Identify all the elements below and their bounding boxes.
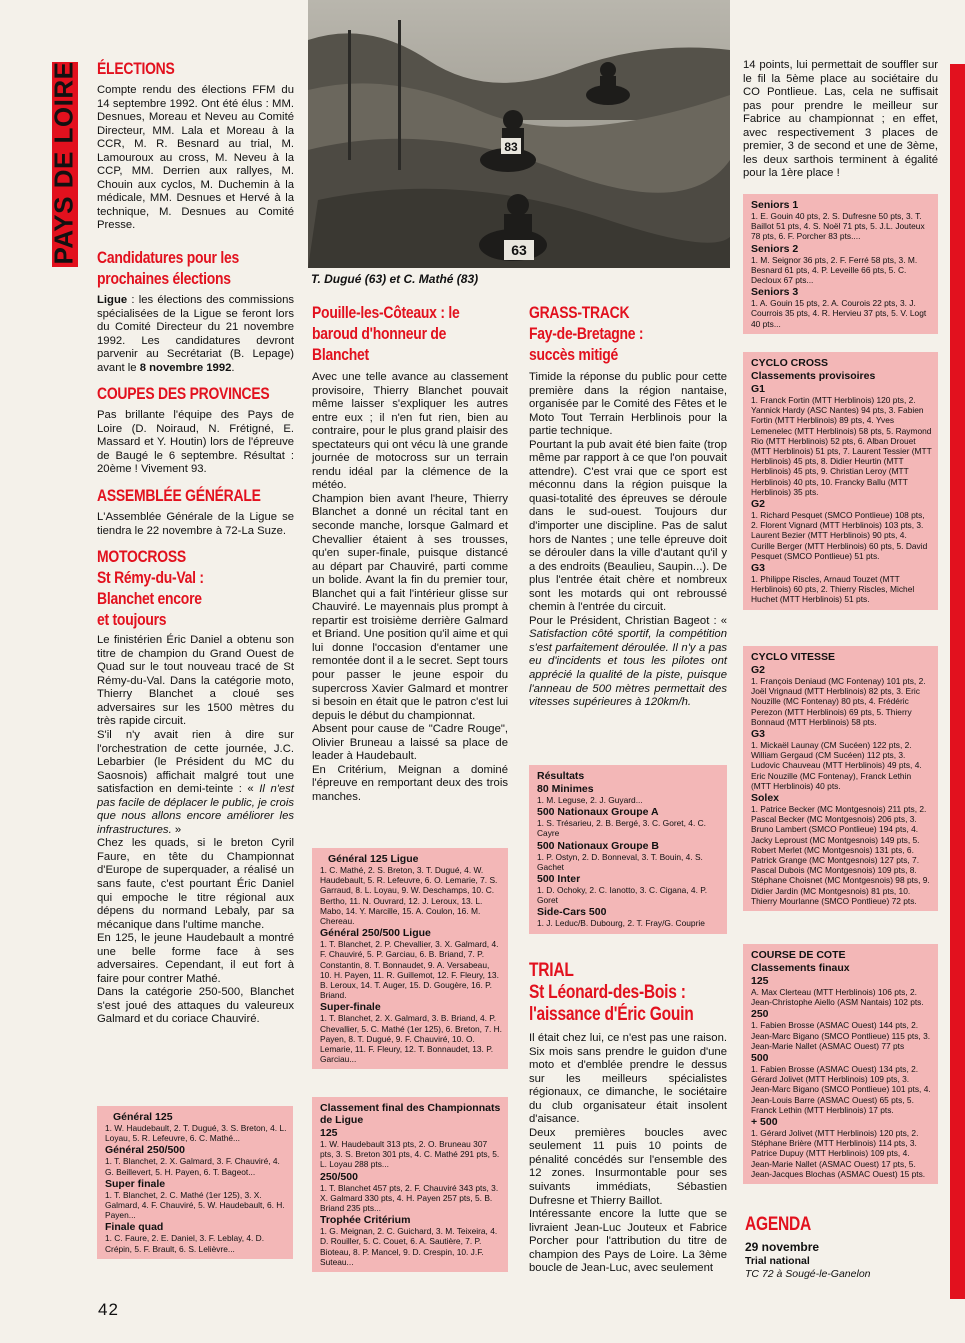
column-1 [97,58,294,1027]
result-text: 1. W. Haudebault, 2. T. Dugué, 3. S. Breton, 4. L. Loyau, 5. R. Lefeuvre, 6. C. Mathé... [105,1123,287,1144]
result-heading: Général 125 Ligue [328,853,419,865]
pouille-paragraph-3: Absent pour cause de "Cadre Rouge", Olivier Bruneau a laissé sa place de leader à Haudebault. [312,723,508,763]
motocross-paragraph-1: Le finistérien Éric Daniel a obtenu son titre de champion du Grand Ouest de Quad sur le tout nouveau tracé de St Rémy-du-Val. Dans la catégorie moto, Thierry Blanchet a cloué ses adversaires sur les 1500 mètres du très rapide circuit. [97,634,294,728]
trial-paragraph-2: Deux premières boucles avec seulement 11 puis 10 points de pénalité concédés sur l'ensemble des 12 zones. Insurmontable pour ses suivants immédiats, Sébastien Dufresne et Thierry Baillot. [529,1126,727,1207]
motocross-heading-line1: MOTOCROSS [97,547,186,567]
candidatures-heading-line1: Candidatures pour les [97,248,240,268]
motocross-paragraph-5: Dans la catégorie 250-500, Blanchet s'est joué des attaques du valeureux Galmard et du coriace Chauviré. [97,986,294,1026]
result-heading: Super-finale [320,1001,381,1014]
results-box-championnat [312,1097,508,1272]
coupes-body: Pas brillante l'équipe des Pays de Loire (D. Noiraud, N. Frétigné, E. Massard et Y. Houtin) lors de l'épreuve de Baugé le 6 septembre. Résultat : 20ème ! Vivement 93. [97,409,294,476]
trial-article [529,960,727,1276]
result-heading: 80 Minimes [537,783,594,795]
result-heading: Side-Cars 500 [537,906,607,919]
pouille-heading-line1: Pouille-les-Côteaux : le [312,303,460,322]
right-red-band [950,64,965,1299]
pouille-paragraph-1: Avec une telle avance au classement provisoire, Thierry Blanchet pouvait même laisser s'expliquer les autres entre eux ; il n'en fut rien, bien au contraire, pour le plus grand plaisir des spectateurs qui ont vécu là une grande journée de motocross sur un terrain rendu idéal par la clémence de la météo. [312,371,508,492]
trial-heading-line3: l'aissance d'Éric Gouin [529,1004,694,1025]
results-box-grasstrack [529,765,727,934]
agenda-place: TC 72 à Sougé-le-Ganelon [745,1268,871,1280]
result-text: 1. Fabien Brosse (ASMAC Ouest) 144 pts, 2. Jean-Marc Bigano (SMCO Pontlieue) 115 pts, 3. Jean-Marie Nallet (ASMAC Ouest) 77 pts [751,1020,931,1051]
motocross-heading-line2: St Rémy-du-Val : [97,568,204,588]
trial-heading-line2: St Léonard-des-Bois : [529,982,686,1003]
result-heading: 500 [751,1052,769,1065]
result-heading: G2 [751,498,766,511]
agenda [745,1214,940,1281]
result-heading: Classements finaux [751,962,850,974]
result-heading: 250 [751,1008,769,1021]
trial-paragraph-3: Intéressante encore la lutte que se livraient Jean-Luc Jouteux et Fabrice Porcher pour l'attribution du titre de champion des Pays de Loire. La 3ème boucle de Jean-Luc, avec seulement [529,1208,727,1275]
elections-heading: ÉLECTIONS [97,59,175,78]
motocross-heading-line4: et toujours [97,610,167,630]
motocross-heading-line3: Blanchet encore [97,589,202,609]
grasstrack-paragraph-3: Pour le Président, Christian Bageot : « Satisfaction côté sportif, la compétition s'est parfaitement déroulée. Il n'y a pas eu d'incidents et tous les pilotes ont apprécié la qualité de la piste, puisque l'anneau de 500 mètres permettait des vitesses supérieures à 120km/h. [529,614,727,709]
result-text: 1. P. Ostyn, 2. D. Bonneval, 3. T. Bouin, 4. S. Gachet [537,851,703,872]
result-text: 1. J. Leduc/B. Dubourg, 2. T. Fray/G. Couprie [537,918,705,929]
result-heading: Classement final des Championnats de Ligue [320,1102,501,1126]
result-heading: Résultats [537,770,585,782]
rider-number-83: 83 [504,140,518,154]
results-box-st-remy [97,1106,293,1259]
result-text: 1. Gérard Jolivet (MTT Herblinois) 120 pts, 2. Stéphane Brière (MTT Herblinois) 114 pts, 3. Patrice Dupuy (MTT Herblinois) 109 pts, 4. Jean-Marie Nallet (ASMAC Ouest) 17 pts, 5. Jean-Jacques Blochas (ASMAC Ouest) 15 pts. [751,1128,926,1179]
result-heading: Seniors 3 [751,286,799,299]
pouille-heading-line2: baroud d'honneur de [312,324,447,343]
column-4 [743,59,938,181]
motocross-paragraph-4: En 125, le jeune Haudebault a montré une belle forme face à ses adversaires. Cependant, il eut fort à faire pour contrer Mathé. [97,932,294,985]
result-text: 1. A. Gouin 15 pts, 2. A. Courois 22 pts, 3. J. Courrois 35 pts, 4. R. Hervieu 37 pts, 5. V. Logt 40 pts... [751,298,927,329]
result-heading: CYCLO VITESSE [751,651,836,663]
result-heading: Super finale [105,1177,166,1190]
result-heading: 500 Nationaux Groupe A [537,806,659,819]
elections-body: Compte rendu des élections FFM du 14 septembre 1992. Ont été élus : MM. Desnues, Moreau et Neveu au Comité Directeur, MM. Lala et Moreau à la CCR, M. R. Besnard au trial, M. Lamouroux au cross, M. Neveu à la CCP, MM. Derrien aux rallyes, M. Chouin aux cyclos, M. Duchemin à la médicale, MM. Desnues et Hervé à la technique, M. Desnues au Comité Presse. [97,84,294,232]
result-heading: Général 125 [113,1111,173,1123]
result-text: 1. C. Mathé, 2. S. Breton, 3. T. Dugué, 4. W. Haudebault, 5. R. Lefeuvre, 6. O. Lemarie, 7. S. Garraud, 8. L. Loyau, 9. W. Deschamps, 10. C. Bertho, 11. N. Ouvrard, 12. J. Leroux, 13. L. Mabo, 14. Y. Marcille, 15. A. Coulon, 16. M. Chereau. [320,865,498,927]
results-box-cyclo-vitesse [743,646,938,911]
result-heading: + 500 [751,1116,778,1129]
result-heading: 500 Nationaux Groupe B [537,839,659,852]
result-text: 1. S. Trésarieu, 2. B. Bergé, 3. C. Goret, 4. C. Cayre [537,818,706,839]
result-text: 1. D. Ochoky, 2. C. Ianotto, 3. C. Cigana, 4. P. Goret [537,885,708,906]
coupes-heading: COUPES DES PROVINCES [97,384,270,404]
result-heading: 250/500 [320,1170,358,1183]
motocross-photo [308,0,730,268]
trial-paragraph-1: Il était chez lui, ce n'est pas une raison. Six mois sans prendre le guidon d'une moto et d'emblée prendre le dessus sur les meilleurs spécialistes régionaux, ce dimanche, le sociétaire du club organisateur était insolent d'aisance. [529,1032,727,1126]
result-heading: G3 [751,728,766,741]
result-heading: 125 [751,975,769,987]
result-text: 1. Richard Pesquet (SMCO Pontlieue) 108 pts, 2. Florent Vignard (MTT Herblinois) 103 pts, 3. Laurent Bezier (MTT Herblinois) 90 pts, 4. Curille Berger (MTT Herblinois) 60 pts, 5. David Pesquet (SMCO Pontlieue) 51 pts. [751,510,928,561]
result-text: 1. E. Gouin 40 pts, 2. S. Dufresne 50 pts, 3. T. Baillot 51 pts, 4. S. Noël 71 pts, 5. J.L. Jouteux 78 pts, 6. F. Porcher 83 pts.... [751,211,925,242]
result-heading: Seniors 2 [751,242,799,255]
results-box-trial-seniors [743,194,938,334]
agenda-heading: AGENDA [745,1214,812,1235]
grasstrack-paragraph-1: Timide la réponse du public pour cette première dans la région nantaise, organisée par le Comité des Fêtes et le Moto Tout Terrain Herblinois pour la partie technique. [529,371,727,438]
grasstrack-heading-line1: GRASS-TRACK [529,303,630,322]
rider-number-63: 63 [511,242,527,258]
photo-caption: T. Dugué (63) et C. Mathé (83) [311,272,479,286]
result-text: 1. M. Seignor 36 pts, 2. F. Ferré 58 pts, 3. M. Besnard 61 pts, 4. P. Leveille 66 pts, 5. C. Decloux 67 pts... [751,254,918,286]
result-heading: Général 250/500 Ligue [320,927,431,940]
result-heading: G1 [751,383,766,395]
trial-continued: 14 points, lui permettait de souffler sur le fil la 5ème place au sociétaire du CO Pontlieue. Las, cela ne suffisait pas pour prendre le meilleur sur Fabrice au championnat ; en effet, avec respectivement 3 places de premier, 3 de second et une de 3ème, les deux sarthois terminent à égalité pour la 1ère place ! [743,59,938,180]
page-number: 42 [98,1300,119,1319]
agenda-event: Trial national [745,1255,810,1267]
motocross-paragraph-3: Chez les quads, si le breton Cyril Faure, en tête du Championnat d'Europe de superquader, a réalisé un sans faute, c'est pourtant Éric Daniel qui empoche le titre régional aux dépens du normand Lebaly, par sa mécanique dans l'ultime manche. [97,837,294,931]
result-text: 1. W. Haudebault 313 pts, 2. O. Bruneau 307 pts, 3. S. Breton 301 pts, 4. C. Mathé 291 pts, 5. L. Loyau 288 pts... [320,1139,500,1170]
result-text: 1. M. Leguse, 2. J. Guyard... [537,795,643,805]
result-text: 1. G. Meignan, 2. C. Guichard, 3. M. Teixeira, 4. D. Rouiller, 5. C. Couet, 6. A. Sautière, 7. P. Bioteau, 8. P. Mancel, 9. D. Crespin, 10. J.F. Suteau... [320,1226,498,1267]
result-text: 1. T. Blanchet, 2. C. Mathé (1er 125), 3. X. Galmard, 4. F. Chauviré, 5. W. Haudebault, 6. H. Payen... [105,1189,285,1221]
result-text: 1. T. Blanchet 457 pts, 2. F. Chauviré 343 pts, 3. X. Galmard 330 pts, 4. H. Payen 257 pts, 5. B. Briand 235 pts... [320,1182,499,1214]
pouille-paragraph-2: Champion bien avant l'heure, Thierry Blanchet a donné un récital tant en seconde manche, lorsque Galmard et Chevallier étaient à ses trousses, qu'en super-finale, puisque distancé au départ par Chauviré, parti comme un bolide. Avant la fin du premier tour, Blanchet qui a fait l'intérieur glisse sur Chauviré. Le mayennais plus prompt à repartir est troisième derrière Galmard et Briand. Une position qu'il aime et qui lui donne l'occasion d'entamer une remontée dont il a le secret. Sept tours pour passer le jeune espoir du supercross Xavier Galmard et montrer si besoin en était que le patron c'est lui depuis le début du championnat. [312,492,508,722]
grasstrack-paragraph-2: Pourtant la pub avait été bien faite (trop même par rapport à ce que l'on pouvait attendre). C'est vrai que ce sport est méconnu dans la région puisque la quasi-totalité des épreuves se déroule dans le sud-ouest. Toujours dur d'importer une discipline. Pas de salut hors de Nantes ; une telle épreuve doit se dérouler dans la ville d'autant qu'il y a des endroits (Beaulieu, Saupin...). De plus l'entrée était chère et nombreux sont les motards qui ont rebroussé chemin à l'entrée du circuit. [529,438,727,614]
agenda-date: 29 novembre [745,1240,820,1254]
result-heading: Trophée Critérium [320,1214,411,1227]
result-heading: G3 [751,562,766,575]
results-box-cyclo-cross [743,352,938,610]
results-box-course-de-cote [743,944,938,1184]
result-heading: Finale quad [105,1221,164,1234]
result-text: 1. T. Blanchet, 2. X. Galmard, 3. B. Briand, 4. P. Chevallier, 5. C. Mathé (1er 125), 6. Breton, 7. H. Payen, 8. T. Dugué, 9. F. Chauviré, 10. O. Lemarie, 11. F. Fleury, 12. T. Bonnaudet, 13. P. Garciau... [320,1013,503,1065]
result-heading: 500 Inter [537,873,581,886]
grasstrack-heading-line2: Fay-de-Bretagne : [529,324,644,343]
result-text: 1. Philippe Riscles, Arnaud Touzet (MTT Herblinois) 60 pts, 2. Thierry Riscles, Michel Huchet (MTT Herblinois) 51 pts. [751,574,915,605]
result-heading: Classements provisoires [751,370,876,382]
motocross-paragraph-2: S'il n'y avait rien à dire sur l'orchestration de cette journée, J.C. Lebarbier (le Président du MC du Saosnois) affichait malgré tout une satisfaction en demi-teinte : « Il n'est pas facile de déplacer le public, je crois que nous allons encore améliorer les infrastructures. » [97,728,294,836]
pouille-heading-line3: Blanchet [312,345,369,364]
section-title-vertical: PAYS DE LOIRE [48,61,79,265]
candidatures-body: Ligue : les élections des commissions spécialisées de la Ligue se feront lors du Comité Directeur du 21 novembre 1992. Les candidatures devront parvenir au Secrétariat (B. Lepage) avant le 8 novembre 1992. [97,294,294,374]
column-2 [312,300,508,805]
result-text: 1. Fabien Brosse (ASMAC Ouest) 134 pts, 2. Gérard Jolivet (MTT Herblinois) 109 pts, 3. Jean-Marc Bigano (SMCO Pontlieue) 101 pts, 4. Jean-Louis Barre (ASMAC Ouest) 65 pts, 5. Franck Lethin (MTT Herblinois) 17 pts. [751,1064,931,1115]
result-heading: CYCLO CROSS [751,357,829,369]
result-heading: Seniors 1 [751,199,799,211]
result-text: 1. Mickaël Launay (CM Sucéen) 122 pts, 2. William Gergaud (CM Sucéen) 112 pts, 3. Ludovic Chauveau (MTT Herblinois) 49 pts, 4. Eric Nouzille (MC Fontenay), Franck Lethin (MTT Herblinois) 40 pts. [751,740,922,791]
grasstrack-heading-line3: succès mitigé [529,345,619,364]
results-box-pouille [312,848,508,1069]
assemblee-heading: ASSEMBLÉE GÉNÉRALE [97,486,261,506]
result-text: 1. T. Blanchet, 2. P. Chevallier, 3. X. Galmard, 4. F. Chauviré, 5. P. Garciau, 6. B. Briand, 7. P. Constantin, 8. T. Bonnaudet, 9. A. Versabeau, 10. H. Payen, 11. R. Guillemot, 12. F. Fleury, 13. B. Leroux, 14. T. Auger, 15. D. Gougère, 16. P. Briand. [320,939,499,1001]
result-heading: Général 250/500 [105,1144,185,1157]
result-text: 1. Patrice Becker (MC Montgesnois) 211 pts, 2. Pascal Becker (MC Montgesnois) 206 pts, 3. Bruno Lambert (SMCO Pontlieue) 194 pts, 4. Jacky Leproust (MC Montgesnois) 149 pts, 5. Robert Merlet (MC Montgesnois) 131 pts, 6. Patrick Grange (MC Montgesnois) 127 pts, 7. Pascal Dubois (MC Montgesnois) 109 pts, 8. Stéphane Choisnet (MC Montgesnois) 98 pts, 9. Didier Jardin (MC Montgesnois) 81 pts, 10. Thierry Mourlanne (SMCO Pontlieue) 72 pts. [751,804,930,906]
result-heading: Solex [751,792,780,805]
result-text: 1. Franck Fortin (MTT Herblinois) 120 pts, 2. Yannick Hardy (ASC Nantes) 94 pts, 3. Fabien Fortin (MTT Herblinois) 89 pts, 4. Yves Lemenelec (MTT Herblinois) 58 pts, 5. Raymond Rio (MTT Herblinois) 52 pts, 6. Alban Drouet (MTT Herblinois) 51 pts, 7. Laurent Tessier (MTT Herblinois) 45 pts, 8. Didier Heurtin (MTT Herblinois) 45 pts, 9. Christian Leroy (MTT Herblinois) 40 pts, 10. Francky Ballu (MTT Herblinois) 35 pts. [751,395,932,497]
result-text: 1. François Deniaud (MC Fontenay) 101 pts, 2. Joël Vrignaud (MTT Herblinois) 82 pts, 3. Eric Nouzille (MC Fontenay) 80 pts, 4. Frédéric Perezon (MTT Herblinois) 69 pts, 5. Thierry Bonnaud (MTT Herblinois) 58 pts. [751,676,926,727]
column-3 [529,300,727,710]
result-text: 1. C. Faure, 2. E. Daniel, 3. F. Leblay, 4. D. Crépin, 5. F. Brault, 6. S. Lelièvre... [105,1233,265,1254]
candidatures-heading-line2: prochaines élections [97,269,231,289]
result-heading: G2 [751,664,766,676]
trial-heading-line1: TRIAL [529,960,574,981]
result-text: 1. T. Blanchet, 2. X. Galmard, 3. F. Chauviré, 4. G. Beillevert, 5. H. Payen, 6. T. Bageot... [105,1156,280,1177]
pouille-paragraph-4: En Critérium, Meignan a dominé l'épreuve en remportant deux des trois manches. [312,763,508,803]
result-heading: 125 [320,1127,338,1139]
result-heading: COURSE DE COTE [751,949,846,961]
assemblee-body: L'Assemblée Générale de la Ligue se tiendra le 22 novembre à 72-La Suze. [97,511,294,537]
result-text: A. Max Clerteau (MTT Herblinois) 106 pts, 2. Jean-Christophe Aiello (ASM Nantais) 102 pts. [751,987,924,1008]
